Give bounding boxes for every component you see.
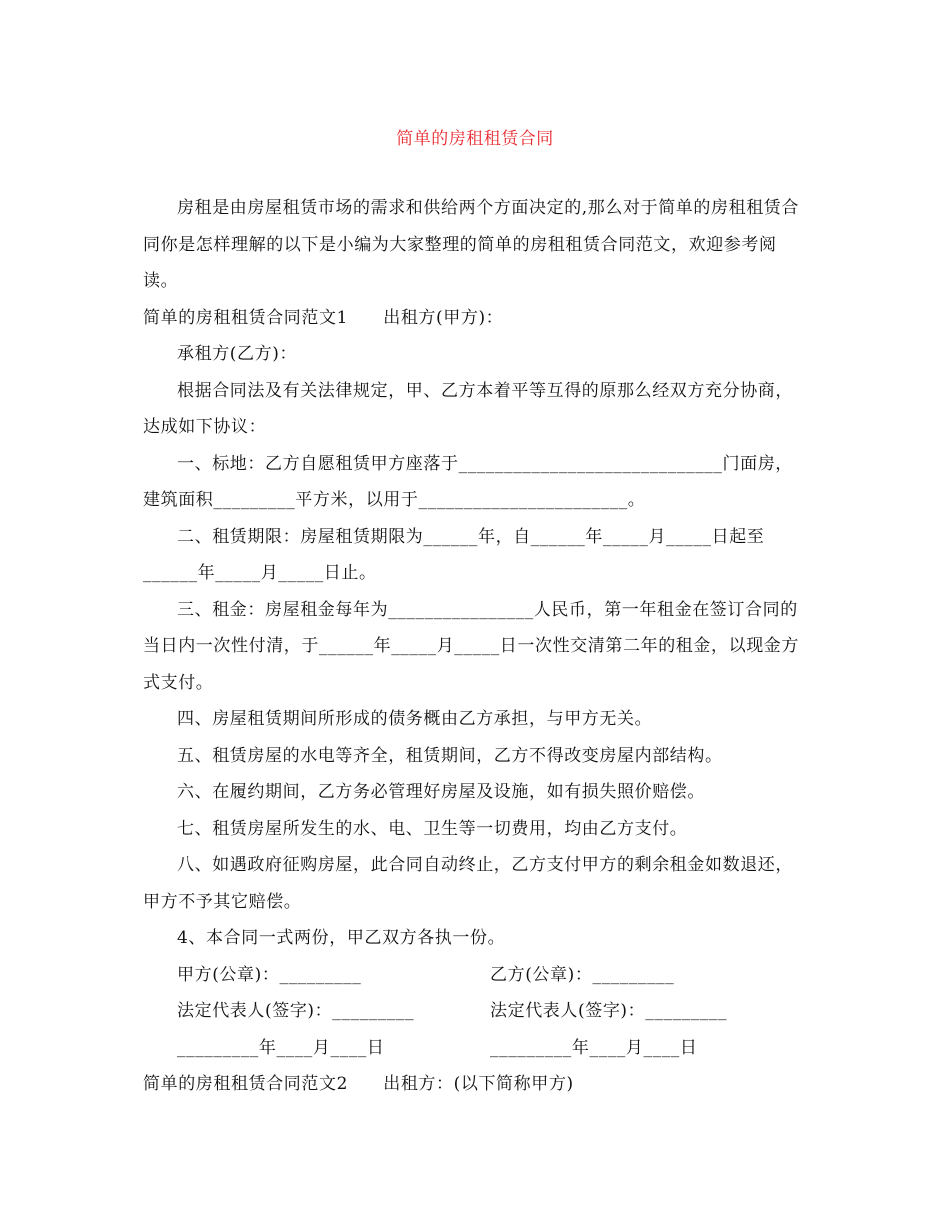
party-b-representative: 法定代表人(签字)：_________ bbox=[490, 1001, 728, 1021]
signature-date-row bbox=[143, 1030, 803, 1067]
clause-7-fees: 七、租赁房屋所发生的水、电、卫生等一切费用，均由乙方支付。 bbox=[177, 818, 688, 839]
signature-seal-row bbox=[143, 957, 803, 994]
party-b-seal: 乙方(公章)：_________ bbox=[490, 964, 675, 985]
agreement-basis: 根据合同法及有关法律规定，甲、乙方本着平等互得的原那么经双方充分协商，达成如下协议： bbox=[143, 380, 793, 437]
sample-2-heading: 简单的房租租赁合同范文2 出租方：(以下简称甲方) bbox=[143, 1074, 574, 1094]
document-title: 简单的房租租赁合同 bbox=[396, 129, 554, 149]
clause-4-debts: 四、房屋租赁期间所形成的债务概由乙方承担，与甲方无关。 bbox=[177, 709, 653, 729]
clause-8-termination: 八、如遇政府征购房屋，此合同自动终止，乙方支付甲方的剩余租金如数退还，甲方不予其它赔偿。 bbox=[143, 855, 793, 912]
signature-rep-row bbox=[143, 993, 803, 1030]
sample-1-heading: 简单的房租租赁合同范文1 出租方(甲方)： bbox=[143, 307, 504, 328]
party-b-date: _________年____月____日 bbox=[490, 1037, 698, 1058]
clause-1-subject: 一、标地：乙方自愿租赁甲方座落于_____________________________门面房，建筑面积_________平方米，以用于_______________________。 bbox=[143, 453, 793, 510]
clause-5-utilities: 五、租赁房屋的水电等齐全，租赁期间，乙方不得改变房屋内部结构。 bbox=[177, 745, 723, 766]
party-a-date: _________年____月____日 bbox=[177, 1037, 385, 1058]
party-a-seal: 甲方(公章)：_________ bbox=[177, 964, 362, 985]
document-body bbox=[143, 190, 803, 1103]
lessee-line: 承租方(乙方)： bbox=[177, 344, 298, 364]
intro-paragraph: 房租是由房屋租赁市场的需求和供给两个方面决定的,那么对于简单的房租租赁合同你是怎样理解的以下是小编为大家整理的简单的房租租赁合同范文，欢迎参考阅读。 bbox=[143, 198, 800, 291]
party-a-representative: 法定代表人(签字)：_________ bbox=[177, 1001, 415, 1021]
clause-6-maintenance: 六、在履约期间，乙方务必管理好房屋及设施，如有损失照价赔偿。 bbox=[177, 782, 705, 802]
clause-3-rent: 三、租金：房屋租金每年为________________人民币，第一年租金在签订合同的当日内一次性付清，于______年_____月_____日一次性交清第二年的租金，以现金方式支付。 bbox=[143, 599, 799, 693]
clause-2-term: 二、租赁期限：房屋租赁期限为______年，自______年_____月_____日起至______年_____月_____日止。 bbox=[143, 526, 765, 583]
clause-copies: 4、本合同一式两份，甲乙双方各执一份。 bbox=[177, 928, 506, 948]
